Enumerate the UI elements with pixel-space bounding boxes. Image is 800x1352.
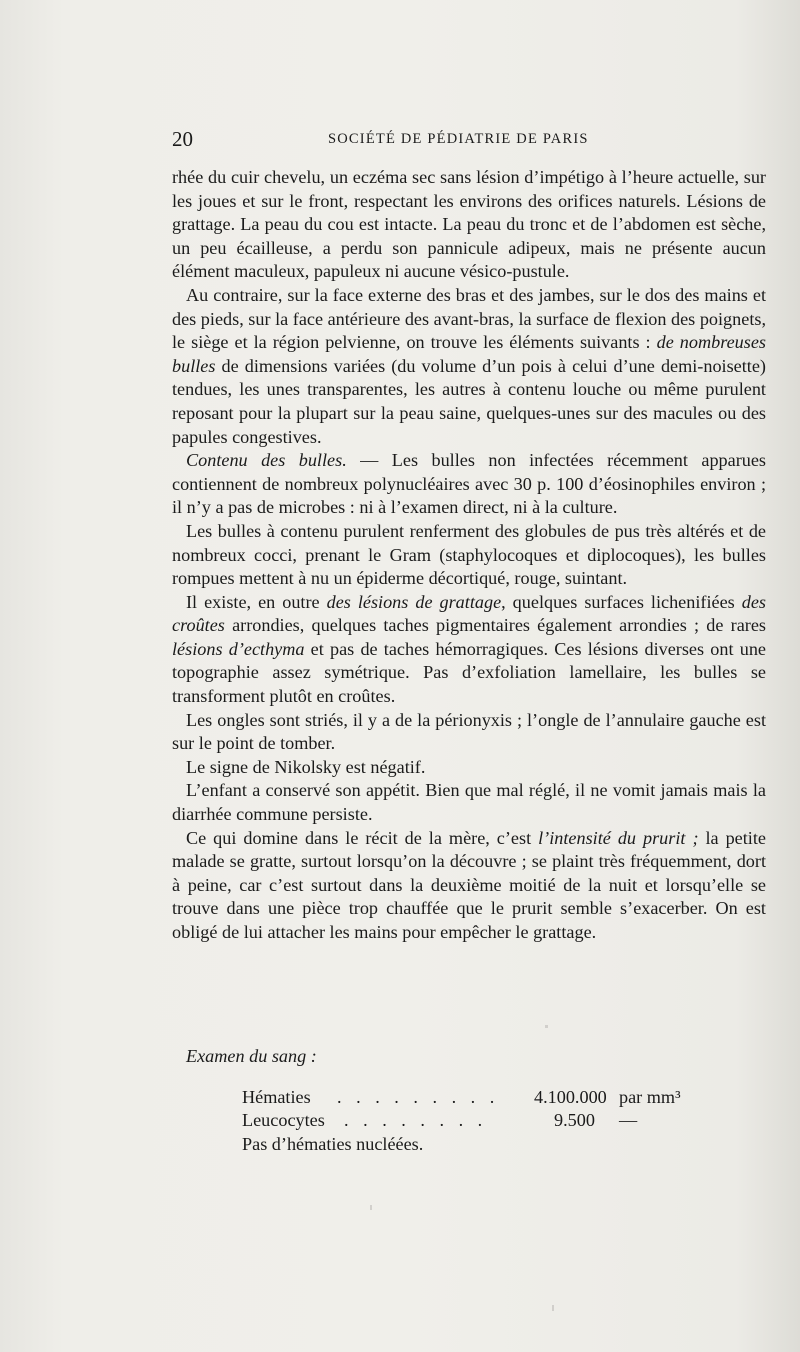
blood-row-unit: par mm³: [619, 1086, 681, 1107]
paragraph-5: Il existe, en outre des lésions de grattage, quelques surfaces lichenifiées des croûtes arrondies, quelques taches pigmentaires également arrondies ; de rares lésions d’ecthyma et pas de taches hémorragiques. Ces lésions diverses ont une topographie assez symétrique. Pas d’exfoliation lamellaire, les bulles se transforment plutôt en croûtes.: [172, 591, 766, 707]
running-title: SOCIÉTÉ DE PÉDIATRIE DE PARIS: [328, 131, 589, 147]
paragraph-contenu-des-bulles: Contenu des bulles. — Les bulles non infectées récemment apparues contiennent de nombreux polynucléaires avec 30 p. 100 d’éosinophiles environ ; il n’y a pas de microbes : ni à l’examen direct, ni à la culture.: [172, 450, 767, 518]
emphasis-ecthyma: lésions d’ecthyma: [172, 638, 305, 659]
body-text: [172, 166, 766, 945]
blood-exam-title: Examen du sang :: [186, 1046, 317, 1066]
paper-speck: [545, 1025, 548, 1028]
blood-row-label: Leucocytes: [242, 1110, 325, 1131]
emphasis-intensite-prurit: l’intensité du prurit ;: [538, 827, 699, 848]
blood-row-label: Hématies: [242, 1086, 311, 1107]
paper-speck: [552, 1305, 554, 1311]
paragraph-4: Les bulles à contenu purulent renferment des globules de pus très altérés et de nombreux cocci, prenant le Gram (staphylocoques et diplocoques), les bulles rompues mettent à nu un épiderme décortiqué, rouge, suintant.: [172, 520, 766, 589]
blood-row-value: 9.500: [554, 1110, 595, 1131]
blood-exam: [172, 1045, 732, 1156]
paragraph-7: Le signe de Nikolsky est négatif.: [186, 756, 426, 777]
blood-row-leucocytes: [242, 1109, 732, 1133]
paragraph-9: Ce qui domine dans le récit de la mère, c’est l’intensité du prurit ; la petite malade se gratte, surtout lorsqu’on la découvre ; se plaint très fréquemment, dort à peine, car c’est surtout dans la deuxième moitié de la nuit et lorsqu’elle se trouve dans une pièce trop chauffée que le prurit semble s’exacerber. On est obligé de lui attacher les mains pour empêcher le grattage.: [172, 827, 766, 942]
paragraph-1: rhée du cuir chevelu, un eczéma sec sans lésion d’impétigo à l’heure actuelle, sur les joues et sur le front, respectant les environs des orifices naturels. Lésions de grattage. La peau du cou est intacte. La peau du tronc et de l’abdomen est sèche, un peu écailleuse, a perdu son pannicule adipeux, mais ne présente aucun élément maculeux, papuleux ni aucune vésico-pustule.: [172, 167, 766, 282]
emphasis-croutes: des croûtes: [172, 591, 766, 636]
page-header: [172, 127, 612, 157]
blood-row-unit: —: [619, 1110, 638, 1131]
blood-exam-note: Pas d’hématies nucléées.: [242, 1133, 424, 1154]
leader-dots: . . . . . . . . .: [337, 1086, 500, 1107]
emphasis-nombreuses-bulles: de nombreuses bulles: [172, 332, 766, 376]
paragraph-2: Au contraire, sur la face externe des bras et des jambes, sur le dos des mains et des pieds, sur la face antérieure des avant-bras, la surface de flexion des poignets, le siège et la région pelvienne, on trouve les éléments suivants : de nombreuses bulles de dimensions variées (du volume d’un pois à celui d’une demi-noisette) tendues, les unes transparentes, les autres à contenu louche ou même purulent reposant pour la plupart sur la peau saine, quelques-unes sur des macules ou des papules congestives.: [172, 284, 766, 447]
leader-dots: . . . . . . . .: [344, 1110, 488, 1131]
paragraph-6: Les ongles sont striés, il y a de la périonyxis ; l’ongle de l’annulaire gauche est sur le point de tomber.: [172, 709, 766, 754]
blood-row-hematies: [242, 1086, 732, 1110]
emphasis-lesions-grattage: des lésions de grattage: [326, 591, 502, 612]
page-number: 20: [172, 127, 193, 151]
section-label-contenu: Contenu des bulles.: [186, 450, 347, 471]
paper-speck: [370, 1205, 372, 1210]
paragraph-8: L’enfant a conservé son appétit. Bien que mal réglé, il ne vomit jamais mais la diarrhée commune persiste.: [172, 780, 766, 825]
blood-row-value: 4.100.000: [534, 1086, 607, 1107]
